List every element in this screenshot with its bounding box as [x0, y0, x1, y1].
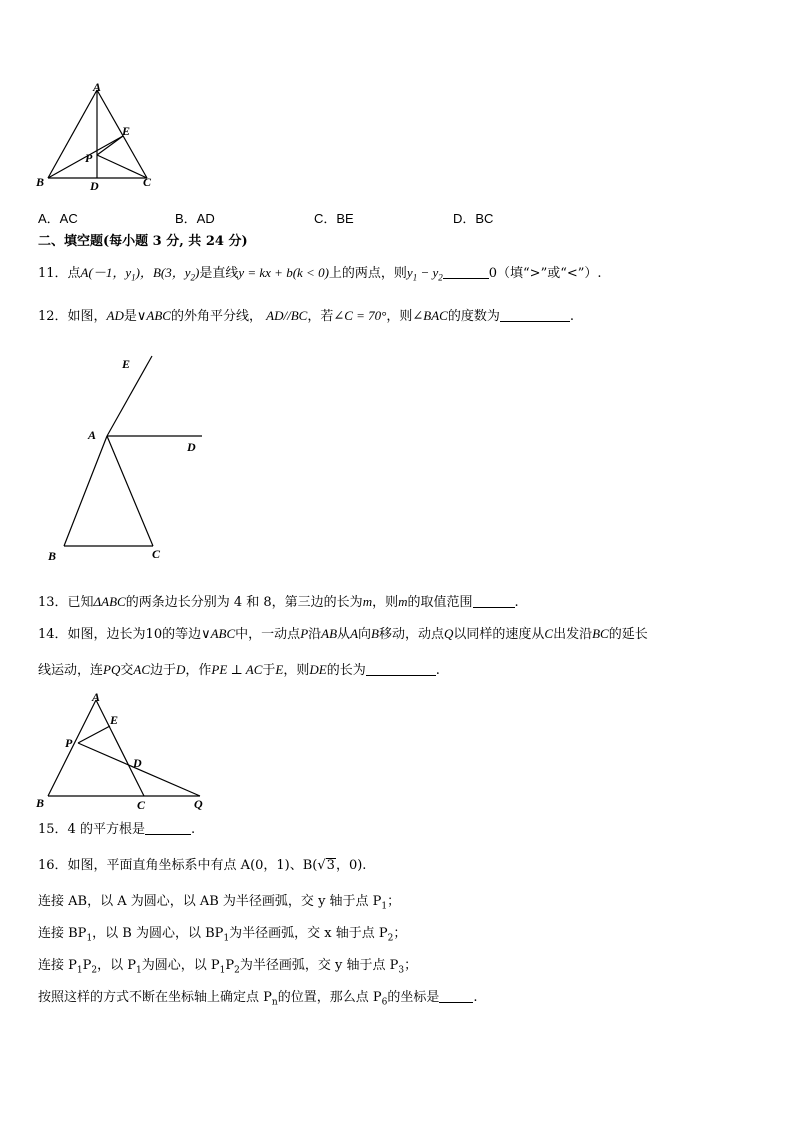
- q16-sub: 1: [76, 965, 83, 976]
- q13-triangle: ΔABC: [93, 594, 126, 609]
- q14-text-m: ，作: [185, 663, 212, 678]
- q16-sub: 1: [381, 901, 388, 912]
- q16-step-3e: P: [225, 958, 235, 973]
- q15-text: 15．4 的平方根是: [38, 822, 145, 837]
- q14-c: C: [544, 626, 554, 641]
- q11-point-a: A(－1，$y_1$)，: [80, 265, 153, 283]
- q12-ad: AD: [106, 308, 124, 323]
- question-13: [38, 594, 519, 611]
- question-16-line-1: [38, 858, 366, 874]
- q14-b: B: [371, 626, 379, 641]
- q16-step-1: 连接 AB，以 A 为圆心，以 AB 为半径画弧，交 y 轴于点 P: [38, 894, 382, 909]
- label-q: Q: [194, 797, 203, 811]
- q11-point-b: B(3，$y_2$): [152, 265, 200, 283]
- segment-pc: [97, 155, 147, 178]
- question-16-line-2: [38, 894, 400, 915]
- q14-perp: PE ⊥ AC: [211, 662, 263, 677]
- q12-angle-bac: ∠BAC: [412, 308, 448, 323]
- q14-text-e: 向: [358, 627, 372, 642]
- q14-end: .: [435, 663, 440, 678]
- q12-text-1: 是: [123, 309, 137, 324]
- question-15: [38, 822, 195, 838]
- q12-text-5: 的度数为: [447, 309, 500, 324]
- q14-de: DE: [309, 662, 327, 677]
- q16-end: .: [473, 990, 478, 1005]
- q14-a: A: [350, 626, 359, 641]
- q16-text-1: 16．如图，平面直角坐标系中有点 A(0，1)、B(: [38, 858, 318, 873]
- q16-sub: 2: [387, 933, 394, 944]
- q15-end: .: [190, 822, 196, 837]
- q12-text-3: ，若: [307, 309, 334, 324]
- q14-text-o: ，则: [283, 663, 310, 678]
- q16-step-3f: 为半径画弧，交 y 轴于点 P: [239, 958, 399, 973]
- label-d: D: [187, 440, 196, 454]
- q14-answer-blank: [366, 663, 436, 676]
- q14-text-p: 的长为: [326, 663, 366, 678]
- q12-answer-blank: [500, 309, 570, 322]
- q14-text-k: 交: [120, 663, 134, 678]
- q16-step-4b: 的位置，那么点 P: [277, 990, 382, 1005]
- q13-m: m: [362, 594, 373, 609]
- segment-pe: [97, 136, 123, 155]
- q14-triangle: ∨ABC: [201, 626, 236, 641]
- q14-text-h: 出发沿: [553, 627, 593, 642]
- q14-text-f: 移动，动点: [378, 627, 444, 642]
- question-11: [38, 265, 602, 286]
- question-12: [38, 308, 574, 325]
- q11-expression: $y_1 - y_2$: [406, 265, 443, 283]
- question-14-line-2: [38, 662, 440, 679]
- q14-e: E: [275, 662, 284, 677]
- q14-ac: AC: [133, 662, 150, 677]
- q16-punct: ；: [393, 926, 407, 941]
- q11-tail: 0（填“>”或“<”）.: [488, 266, 602, 281]
- label-e: E: [122, 124, 131, 138]
- q12-text-4: ，则: [386, 309, 413, 324]
- q12-text-2: 的外角平分线，: [170, 309, 262, 324]
- q16-punct: ；: [387, 894, 401, 909]
- q12-triangle: ∨ABC: [136, 308, 171, 323]
- q16-step-3c: ，以 P: [97, 958, 136, 973]
- q13-m-2: m: [398, 594, 408, 609]
- q16-step-3a: 连接 P: [38, 958, 77, 973]
- q13-text-2: ，则: [372, 595, 399, 610]
- q14-text-j: 线运动，连: [38, 663, 104, 678]
- q14-text-l: 边于: [150, 663, 177, 678]
- option-b: B．AD: [175, 211, 215, 226]
- segment-ac: [107, 436, 153, 546]
- q16-sub: 2: [234, 965, 240, 976]
- figure-3-triangle: [30, 688, 220, 813]
- segment-ab: [64, 436, 107, 546]
- option-d: D．BC: [453, 211, 494, 226]
- q13-text-1: 的两条边长分别为 4 和 8，第三边的长为: [125, 595, 363, 610]
- question-16-line-5: [38, 990, 477, 1011]
- label-e: E: [110, 713, 119, 727]
- q16-sub: 1: [219, 965, 226, 976]
- q16-step-3b: P: [82, 958, 92, 973]
- label-d: D: [133, 756, 142, 770]
- q13-text-3: 的取值范围: [407, 595, 473, 610]
- q12-angle: ∠C = 70°: [333, 308, 387, 323]
- q16-sub: 6: [381, 997, 388, 1008]
- label-c: C: [152, 547, 161, 561]
- q16-step-2c: 为半径画弧，交 x 轴于点 P: [229, 926, 388, 941]
- q16-step-4a: 按照这样的方式不断在坐标轴上确定点 P: [38, 990, 272, 1005]
- q16-step-2b: ，以 B 为圆心，以 BP: [92, 926, 224, 941]
- q13-end: .: [514, 595, 519, 610]
- label-b: B: [48, 549, 57, 563]
- q16-step-3d: 为圆心，以 P: [141, 958, 220, 973]
- option-c: C．BE: [314, 211, 354, 226]
- q11-number: 11．点: [38, 266, 81, 281]
- q16-sub: 3: [398, 965, 405, 976]
- q11-answer-blank: [443, 266, 489, 279]
- q16-punct: ；: [404, 958, 418, 973]
- q14-text-a: 14．如图，边长为10的等边: [38, 627, 202, 642]
- q14-text-c: 沿: [308, 627, 322, 642]
- label-p: P: [85, 151, 93, 165]
- label-b: B: [36, 796, 45, 810]
- q14-ab: AB: [321, 626, 338, 641]
- q16-step-2a: 连接 BP: [38, 926, 87, 941]
- q14-text-n: 于: [262, 663, 276, 678]
- q13-answer-blank: [473, 595, 515, 608]
- q15-answer-blank: [145, 822, 191, 835]
- q16-sub: n: [271, 997, 278, 1008]
- q14-bc: BC: [592, 626, 609, 641]
- q13-number: 13．已知: [38, 595, 94, 610]
- q14-text-b: 中，一动点: [235, 627, 301, 642]
- q16-sub: 1: [223, 933, 230, 944]
- label-b: B: [36, 175, 45, 189]
- q16-sub: 2: [91, 965, 98, 976]
- q16-text-2: ，0).: [335, 858, 367, 873]
- q14-text-g: 以同样的速度从: [453, 627, 545, 642]
- figure-2-triangle: [40, 350, 220, 570]
- q14-pq: PQ: [103, 662, 121, 677]
- label-a: A: [92, 690, 101, 704]
- question-14-line-1: [38, 626, 648, 643]
- q11-equation: y = kx + b(k < 0): [238, 265, 329, 280]
- q16-sqrt-value: 3: [326, 858, 335, 873]
- section-heading: 二、填空题(每小题 3 分, 共 24 分): [38, 234, 248, 249]
- q11-text-2: 上的两点，则: [328, 266, 407, 281]
- figure-1-triangle: [30, 78, 160, 193]
- q14-text-i: 的延长: [608, 627, 648, 642]
- question-16-line-3: [38, 926, 406, 947]
- label-c: C: [143, 175, 152, 189]
- label-c: C: [137, 798, 146, 812]
- q14-q: Q: [444, 626, 454, 641]
- q16-answer-blank: [439, 990, 473, 1003]
- question-16-line-4: [38, 958, 417, 979]
- q11-text: 是直线: [199, 266, 239, 281]
- q12-number: 12．如图，: [38, 309, 107, 324]
- q14-text-d: 从: [337, 627, 351, 642]
- label-a: A: [93, 80, 102, 94]
- label-e: E: [122, 357, 131, 371]
- option-a: A．AC: [38, 211, 78, 226]
- segment-pe: [78, 726, 110, 743]
- label-p: P: [65, 736, 73, 750]
- q16-sub: 1: [136, 965, 142, 976]
- q12-end: .: [569, 309, 574, 324]
- q14-p: P: [300, 626, 309, 641]
- q12-parallel: AD//BC: [266, 308, 308, 323]
- q16-sub: 1: [86, 933, 93, 944]
- segment-ac: [96, 700, 144, 796]
- q16-step-4c: 的坐标是: [387, 990, 440, 1005]
- sqrt-symbol: √: [317, 858, 326, 873]
- label-d: D: [90, 179, 99, 193]
- label-a: A: [88, 428, 97, 442]
- q14-d: D: [176, 662, 186, 677]
